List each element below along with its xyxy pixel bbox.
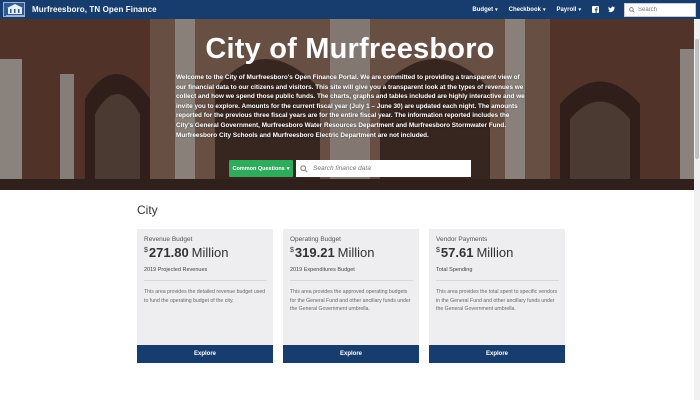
- common-questions-button[interactable]: [229, 160, 293, 177]
- card-amount-value: 319.21: [294, 245, 335, 260]
- card-currency: $: [290, 247, 294, 254]
- twitter-icon[interactable]: [608, 6, 615, 13]
- search-icon: [629, 7, 635, 13]
- card-amount: [290, 245, 413, 260]
- header-search-input[interactable]: [638, 7, 694, 13]
- chevron-down-icon: ▾: [286, 165, 290, 172]
- explore-operating-button[interactable]: Explore: [283, 345, 419, 363]
- card-operating-budget: [283, 229, 419, 363]
- card-amount-unit: Million: [476, 245, 514, 260]
- card-revenue-budget: [137, 229, 273, 363]
- card-amount-unit: Million: [337, 245, 375, 260]
- facebook-icon[interactable]: [592, 6, 599, 13]
- header-search-box[interactable]: [624, 3, 696, 17]
- card-currency: $: [144, 247, 148, 254]
- card-subtitle: Total Spending: [436, 267, 559, 281]
- card-amount-value: 57.61: [440, 245, 474, 260]
- card-label: Revenue Budget: [144, 236, 193, 243]
- nav-checkbook[interactable]: [509, 7, 546, 13]
- explore-vendor-button[interactable]: Explore: [429, 345, 565, 363]
- card-subtitle: 2019 Expenditures Budget: [290, 267, 413, 281]
- page-title: City of Murfreesboro: [205, 33, 495, 65]
- nav-payroll-label: Payroll: [556, 6, 577, 13]
- chevron-down-icon: ▾: [495, 6, 498, 13]
- common-questions-label: Common Questions: [232, 165, 285, 172]
- page-scrollbar[interactable]: [694, 19, 700, 400]
- scrollbar-thumb[interactable]: [695, 39, 699, 159]
- nav-checkbook-label: Checkbook: [508, 6, 541, 13]
- card-description: This area provides the approved operating budgets for the General Fund and other ancillary funds under the General Government umbrella.: [290, 289, 411, 312]
- chevron-down-icon: ▾: [542, 6, 546, 13]
- card-vendor-payments: [429, 229, 565, 363]
- nav-budget[interactable]: [472, 7, 497, 13]
- search-icon: [300, 165, 308, 173]
- nav-payroll[interactable]: [556, 7, 581, 13]
- finance-search-box[interactable]: [296, 160, 471, 177]
- section-title: City: [137, 203, 158, 217]
- site-brand[interactable]: Murfreesboro, TN Open Finance: [32, 5, 157, 14]
- card-amount: [436, 245, 559, 260]
- card-currency: $: [436, 247, 440, 254]
- card-description: This area provides the total spent to specific vendors in the General Fund and other ancillary funds under the General Government umbrella.: [436, 289, 558, 312]
- explore-revenue-button[interactable]: Explore: [137, 345, 273, 363]
- card-amount-value: 271.80: [148, 245, 189, 260]
- top-navbar: [0, 0, 700, 19]
- card-label: Vendor Payments: [436, 236, 488, 243]
- card-label: Operating Budget: [290, 236, 341, 243]
- card-subtitle: 2019 Projected Revenues: [144, 267, 267, 281]
- card-amount: [144, 245, 267, 260]
- nav-budget-label: Budget: [472, 6, 494, 13]
- hero-intro-text: Welcome to the City of Murfreesboro's Open Finance Portal. We are committed to providing a transparent view of our financial data to our citizens and visitors. This site will give you a transparent look at the types of revenues we collect and how we spend those public funds. The charts, graphs and tables included are highly interactive and we invite you to explore. Amounts for the current fiscal year (July 1 – June 30) are updated each night. The amounts reported for the previous three fiscal years are for the entire fiscal year. The information reported includes the City's General Government, Murfreesboro Water Resources Department and Murfreesboro Stormwater Fund. Murfreesboro City Schools and Murfreesboro Electric Department are not included.: [176, 74, 525, 139]
- hero-controls: [229, 160, 471, 177]
- hero-banner: [0, 19, 700, 190]
- card-description: This area provides the detailed revenue budget used to fund the operating budget of the city.: [144, 289, 266, 304]
- city-logo-icon[interactable]: [3, 2, 25, 17]
- card-amount-unit: Million: [191, 245, 229, 260]
- chevron-down-icon: ▾: [578, 6, 581, 13]
- finance-search-input[interactable]: [313, 165, 463, 172]
